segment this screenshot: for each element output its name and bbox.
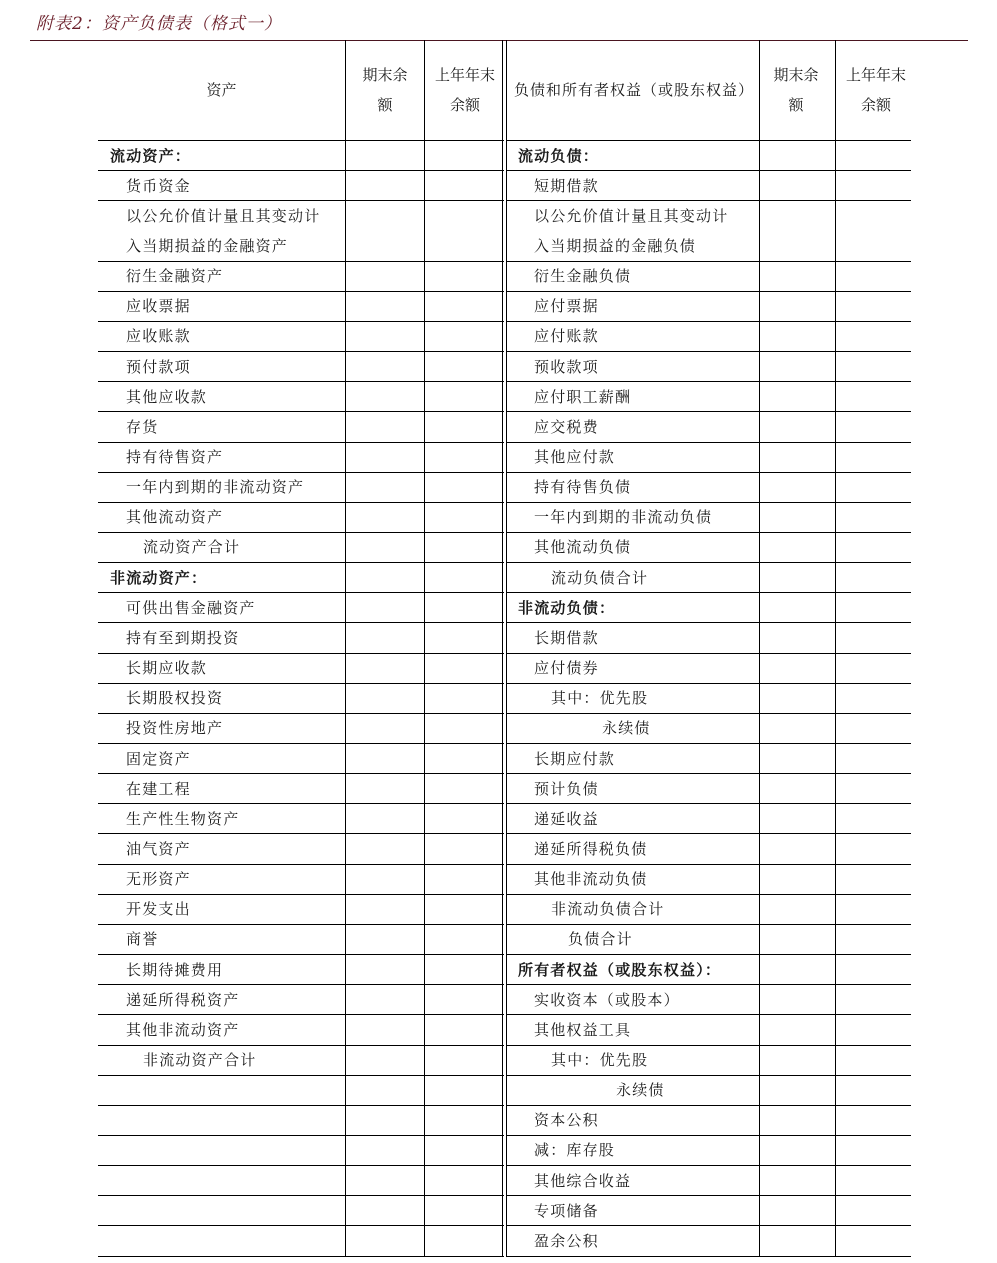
liability-prior-balance-cell[interactable] (836, 984, 912, 1014)
asset-prior-balance-cell[interactable] (425, 984, 501, 1014)
liability-end-balance-cell[interactable] (760, 1195, 838, 1225)
column-divider (502, 40, 503, 1256)
header-end-balance: 期末余额 (362, 66, 408, 114)
asset-prior-balance-cell[interactable] (425, 954, 501, 984)
liability-row-label: 其他应付款 (534, 448, 616, 466)
liability-row-label: 应付账款 (534, 327, 599, 346)
liability-row-label: 盈余公积 (534, 1231, 599, 1250)
liability-prior-balance-cell[interactable] (836, 894, 912, 924)
liability-prior-balance-cell[interactable] (836, 502, 912, 532)
liability-row-label: 短期借款 (534, 176, 599, 195)
asset-prior-balance-cell[interactable] (425, 773, 501, 803)
asset-prior-balance-cell[interactable] (425, 713, 501, 743)
asset-row-label: 以公允价值计量且其变动计 (126, 206, 321, 225)
liability-prior-balance-cell[interactable] (836, 773, 912, 803)
liability-prior-balance-cell[interactable] (836, 924, 912, 954)
asset-prior-balance-cell[interactable] (425, 351, 501, 381)
asset-row-label: 其他非流动资产 (126, 1020, 240, 1039)
liability-row-label: 入当期损益的金融负债 (534, 236, 697, 255)
balance-sheet-table (98, 40, 911, 1258)
asset-end-balance-cell[interactable] (346, 351, 424, 381)
liability-row-label: 其他非流动负债 (534, 870, 648, 889)
asset-end-balance-cell[interactable] (346, 261, 424, 291)
asset-prior-balance-cell[interactable] (425, 562, 501, 592)
liability-end-balance-cell[interactable] (760, 532, 838, 562)
liability-row-label: 负债合计 (568, 930, 633, 949)
liability-end-balance-cell[interactable] (760, 622, 838, 652)
liability-prior-balance-cell[interactable] (836, 954, 912, 984)
liability-end-balance-cell[interactable] (760, 321, 838, 351)
row-divider (506, 1256, 911, 1257)
liability-row-label: 递延所得税负债 (534, 839, 648, 858)
table-caption: 附表2：资产负债表（格式一） (36, 14, 282, 34)
asset-end-balance-cell[interactable] (346, 442, 424, 472)
header-prior-balance-2: 上年年末余额 (845, 66, 906, 114)
asset-end-balance-cell[interactable] (346, 833, 424, 863)
liability-prior-balance-cell[interactable] (836, 321, 912, 351)
liability-row-label: 实收资本（或股本） (534, 990, 680, 1009)
asset-prior-balance-cell[interactable] (425, 683, 501, 713)
asset-prior-balance-cell[interactable] (425, 502, 501, 532)
asset-end-balance-cell[interactable] (346, 1165, 424, 1195)
asset-end-balance-cell[interactable] (346, 653, 424, 683)
liability-end-balance-cell[interactable] (760, 653, 838, 683)
asset-end-balance-cell[interactable] (346, 924, 424, 954)
asset-prior-balance-cell[interactable] (425, 924, 501, 954)
liability-end-balance-cell[interactable] (760, 1075, 838, 1105)
liability-row-label: 流动负债合计 (551, 568, 649, 587)
liability-end-balance-cell[interactable] (760, 954, 838, 984)
liability-prior-balance-cell[interactable] (836, 1225, 912, 1255)
asset-row-label: 应收票据 (126, 297, 191, 316)
asset-row-label: 长期待摊费用 (126, 960, 224, 979)
liability-row-label: 预收款项 (534, 357, 599, 376)
asset-row-label: 长期股权投资 (126, 689, 224, 708)
asset-end-balance-cell[interactable] (346, 713, 424, 743)
liability-row-label: 应付职工薪酬 (534, 387, 632, 406)
asset-prior-balance-cell[interactable] (425, 1135, 501, 1165)
liability-end-balance-cell[interactable] (760, 411, 838, 441)
asset-end-balance-cell[interactable] (346, 502, 424, 532)
asset-prior-balance-cell[interactable] (425, 170, 501, 200)
asset-end-balance-cell[interactable] (346, 592, 424, 622)
asset-row-label: 持有待售资产 (126, 448, 224, 466)
asset-end-balance-cell[interactable] (346, 1075, 424, 1105)
liability-prior-balance-cell[interactable] (836, 170, 912, 200)
asset-prior-balance-cell[interactable] (425, 653, 501, 683)
asset-end-balance-cell[interactable] (346, 291, 424, 321)
liability-end-balance-cell[interactable] (760, 894, 838, 924)
asset-end-balance-cell[interactable] (346, 1045, 424, 1075)
asset-prior-balance-cell[interactable] (425, 1014, 501, 1044)
asset-row-label: 油气资产 (126, 839, 191, 858)
asset-prior-balance-cell[interactable] (425, 743, 501, 773)
liability-prior-balance-cell[interactable] (836, 1105, 912, 1135)
liability-prior-balance-cell[interactable] (836, 140, 912, 170)
liability-end-balance-cell[interactable] (760, 1135, 838, 1165)
liability-end-balance-cell[interactable] (760, 472, 838, 502)
liability-end-balance-cell[interactable] (760, 140, 838, 170)
liability-prior-balance-cell[interactable] (836, 1014, 912, 1044)
liability-end-balance-cell[interactable] (760, 291, 838, 321)
asset-prior-balance-cell[interactable] (425, 1225, 501, 1255)
liability-prior-balance-cell[interactable] (836, 411, 912, 441)
liability-end-balance-cell[interactable] (760, 984, 838, 1014)
asset-end-balance-cell[interactable] (346, 140, 424, 170)
liability-row-label: 其他权益工具 (534, 1020, 632, 1039)
liability-prior-balance-cell[interactable] (836, 683, 912, 713)
liability-prior-balance-cell[interactable] (836, 653, 912, 683)
liability-end-balance-cell[interactable] (760, 442, 838, 472)
liability-end-balance-cell[interactable] (760, 351, 838, 381)
row-divider (98, 1256, 504, 1257)
asset-prior-balance-cell[interactable] (425, 1045, 501, 1075)
asset-prior-balance-cell[interactable] (425, 140, 501, 170)
liability-end-balance-cell[interactable] (760, 381, 838, 411)
asset-end-balance-cell[interactable] (346, 773, 424, 803)
asset-prior-balance-cell[interactable] (425, 442, 501, 472)
asset-end-balance-cell[interactable] (346, 1225, 424, 1255)
liability-row-label: 长期借款 (534, 628, 599, 647)
liability-end-balance-cell[interactable] (760, 924, 838, 954)
liability-prior-balance-cell[interactable] (836, 622, 912, 652)
liability-end-balance-cell[interactable] (760, 200, 838, 260)
liability-end-balance-cell[interactable] (760, 1225, 838, 1255)
liability-end-balance-cell[interactable] (760, 1105, 838, 1135)
asset-prior-balance-cell[interactable] (425, 532, 501, 562)
column-divider (506, 40, 507, 1256)
asset-end-balance-cell[interactable] (346, 1014, 424, 1044)
asset-row-label: 无形资产 (126, 870, 191, 889)
liability-row-label: 应交税费 (534, 417, 599, 436)
asset-row-label: 存货 (126, 417, 159, 436)
liability-prior-balance-cell[interactable] (836, 442, 912, 472)
liability-row-label: 非流动负债合计 (551, 900, 665, 919)
liability-row-label: 以公允价值计量且其变动计 (534, 206, 729, 225)
asset-end-balance-cell[interactable] (346, 743, 424, 773)
liability-end-balance-cell[interactable] (760, 502, 838, 532)
liability-row-label: 永续债 (616, 1081, 665, 1100)
asset-end-balance-cell[interactable] (346, 321, 424, 351)
liability-row-label: 衍生金融负债 (534, 267, 632, 286)
liability-end-balance-cell[interactable] (760, 261, 838, 291)
liability-row-label: 长期应付款 (534, 749, 616, 768)
asset-row-label: 衍生金融资产 (126, 267, 224, 286)
liability-prior-balance-cell[interactable] (836, 472, 912, 502)
asset-end-balance-cell[interactable] (346, 683, 424, 713)
asset-prior-balance-cell[interactable] (425, 411, 501, 441)
liability-row-label: 应付债券 (534, 659, 599, 678)
liability-row-label: 预计负债 (534, 779, 599, 798)
asset-row-label: 固定资产 (126, 749, 191, 768)
asset-end-balance-cell[interactable] (346, 1135, 424, 1165)
asset-end-balance-cell[interactable] (346, 562, 424, 592)
liability-prior-balance-cell[interactable] (836, 743, 912, 773)
liability-end-balance-cell[interactable] (760, 592, 838, 622)
liability-row-label: 其中：优先股 (551, 689, 649, 708)
liability-prior-balance-cell[interactable] (836, 562, 912, 592)
asset-row-label: 可供出售金融资产 (126, 598, 256, 617)
asset-row-label: 持有至到期投资 (126, 628, 240, 647)
liability-row-label: 应付票据 (534, 297, 599, 316)
liability-end-balance-cell[interactable] (760, 833, 838, 863)
liability-prior-balance-cell[interactable] (836, 381, 912, 411)
asset-end-balance-cell[interactable] (346, 472, 424, 502)
liability-end-balance-cell[interactable] (760, 713, 838, 743)
asset-row-label: 预付款项 (126, 357, 191, 376)
asset-prior-balance-cell[interactable] (425, 1105, 501, 1135)
liability-prior-balance-cell[interactable] (836, 803, 912, 833)
liability-end-balance-cell[interactable] (760, 1014, 838, 1044)
asset-end-balance-cell[interactable] (346, 864, 424, 894)
liability-end-balance-cell[interactable] (760, 170, 838, 200)
liability-prior-balance-cell[interactable] (836, 1135, 912, 1165)
asset-prior-balance-cell[interactable] (425, 472, 501, 502)
liability-row-label: 其他流动负债 (534, 538, 632, 557)
asset-row-label: 非流动资产： (110, 568, 208, 587)
asset-prior-balance-cell[interactable] (425, 894, 501, 924)
asset-row-label: 递延所得税资产 (126, 990, 240, 1009)
asset-end-balance-cell[interactable] (346, 1195, 424, 1225)
liability-prior-balance-cell[interactable] (836, 351, 912, 381)
asset-end-balance-cell[interactable] (346, 170, 424, 200)
asset-prior-balance-cell[interactable] (425, 1075, 501, 1105)
asset-end-balance-cell[interactable] (346, 1105, 424, 1135)
asset-row-label: 入当期损益的金融资产 (126, 236, 289, 255)
asset-end-balance-cell[interactable] (346, 984, 424, 1014)
liability-row-label: 其他综合收益 (534, 1171, 632, 1190)
asset-end-balance-cell[interactable] (346, 803, 424, 833)
asset-row-label: 长期应收款 (126, 659, 208, 678)
asset-row-label: 货币资金 (126, 176, 191, 195)
liability-prior-balance-cell[interactable] (836, 1075, 912, 1105)
liability-row-label: 流动负债： (518, 146, 600, 165)
asset-row-label: 商誉 (126, 930, 159, 949)
header-liabilities-equity: 负债和所有者权益（或股东权益） (513, 81, 754, 99)
liability-end-balance-cell[interactable] (760, 1165, 838, 1195)
liability-end-balance-cell[interactable] (760, 864, 838, 894)
liability-row-label: 持有待售负债 (534, 478, 632, 497)
liability-row-label: 一年内到期的非流动负债 (534, 508, 713, 527)
header-assets: 资产 (206, 81, 237, 99)
asset-row-label: 非流动资产合计 (143, 1051, 257, 1069)
asset-end-balance-cell[interactable] (346, 411, 424, 441)
liability-row-label: 永续债 (602, 719, 651, 738)
asset-end-balance-cell[interactable] (346, 381, 424, 411)
liability-prior-balance-cell[interactable] (836, 261, 912, 291)
asset-row-label: 开发支出 (126, 900, 191, 919)
liability-end-balance-cell[interactable] (760, 683, 838, 713)
liability-prior-balance-cell[interactable] (836, 1045, 912, 1075)
liability-prior-balance-cell[interactable] (836, 833, 912, 863)
liability-prior-balance-cell[interactable] (836, 200, 912, 260)
asset-end-balance-cell[interactable] (346, 200, 424, 260)
liability-row-label: 专项储备 (534, 1201, 599, 1220)
asset-row-label: 一年内到期的非流动资产 (126, 478, 305, 497)
header-prior-balance: 上年年末余额 (434, 66, 495, 114)
liability-row-label: 所有者权益（或股东权益）： (518, 960, 722, 979)
asset-prior-balance-cell[interactable] (425, 1195, 501, 1225)
header-end-balance-2: 期末余额 (773, 66, 819, 114)
asset-prior-balance-cell[interactable] (425, 261, 501, 291)
asset-end-balance-cell[interactable] (346, 894, 424, 924)
liability-end-balance-cell[interactable] (760, 562, 838, 592)
asset-end-balance-cell[interactable] (346, 954, 424, 984)
liability-row-label: 减：库存股 (534, 1141, 616, 1160)
asset-row-label: 在建工程 (126, 779, 191, 798)
asset-end-balance-cell[interactable] (346, 622, 424, 652)
asset-row-label: 投资性房地产 (126, 719, 224, 738)
asset-prior-balance-cell[interactable] (425, 321, 501, 351)
asset-row-label: 其他应收款 (126, 387, 208, 406)
liability-prior-balance-cell[interactable] (836, 532, 912, 562)
asset-prior-balance-cell[interactable] (425, 1165, 501, 1195)
asset-prior-balance-cell[interactable] (425, 200, 501, 260)
asset-row-label: 流动资产： (110, 146, 192, 165)
liability-row-label: 其中：优先股 (551, 1051, 649, 1069)
asset-prior-balance-cell[interactable] (425, 833, 501, 863)
liability-end-balance-cell[interactable] (760, 1045, 838, 1075)
liability-row-label: 递延收益 (534, 809, 599, 828)
asset-prior-balance-cell[interactable] (425, 381, 501, 411)
asset-row-label: 其他流动资产 (126, 508, 224, 527)
asset-end-balance-cell[interactable] (346, 532, 424, 562)
liability-end-balance-cell[interactable] (760, 743, 838, 773)
liability-prior-balance-cell[interactable] (836, 1195, 912, 1225)
asset-row-label: 流动资产合计 (143, 538, 241, 557)
asset-prior-balance-cell[interactable] (425, 803, 501, 833)
asset-prior-balance-cell[interactable] (425, 864, 501, 894)
liability-prior-balance-cell[interactable] (836, 1165, 912, 1195)
asset-row-label: 生产性生物资产 (126, 809, 240, 828)
liability-prior-balance-cell[interactable] (836, 864, 912, 894)
asset-prior-balance-cell[interactable] (425, 291, 501, 321)
liability-end-balance-cell[interactable] (760, 773, 838, 803)
liability-prior-balance-cell[interactable] (836, 291, 912, 321)
liability-prior-balance-cell[interactable] (836, 592, 912, 622)
asset-prior-balance-cell[interactable] (425, 622, 501, 652)
liability-row-label: 资本公积 (534, 1111, 599, 1130)
asset-row-label: 应收账款 (126, 327, 191, 346)
asset-prior-balance-cell[interactable] (425, 592, 501, 622)
liability-row-label: 非流动负债： (518, 598, 616, 617)
liability-prior-balance-cell[interactable] (836, 713, 912, 743)
liability-end-balance-cell[interactable] (760, 803, 838, 833)
